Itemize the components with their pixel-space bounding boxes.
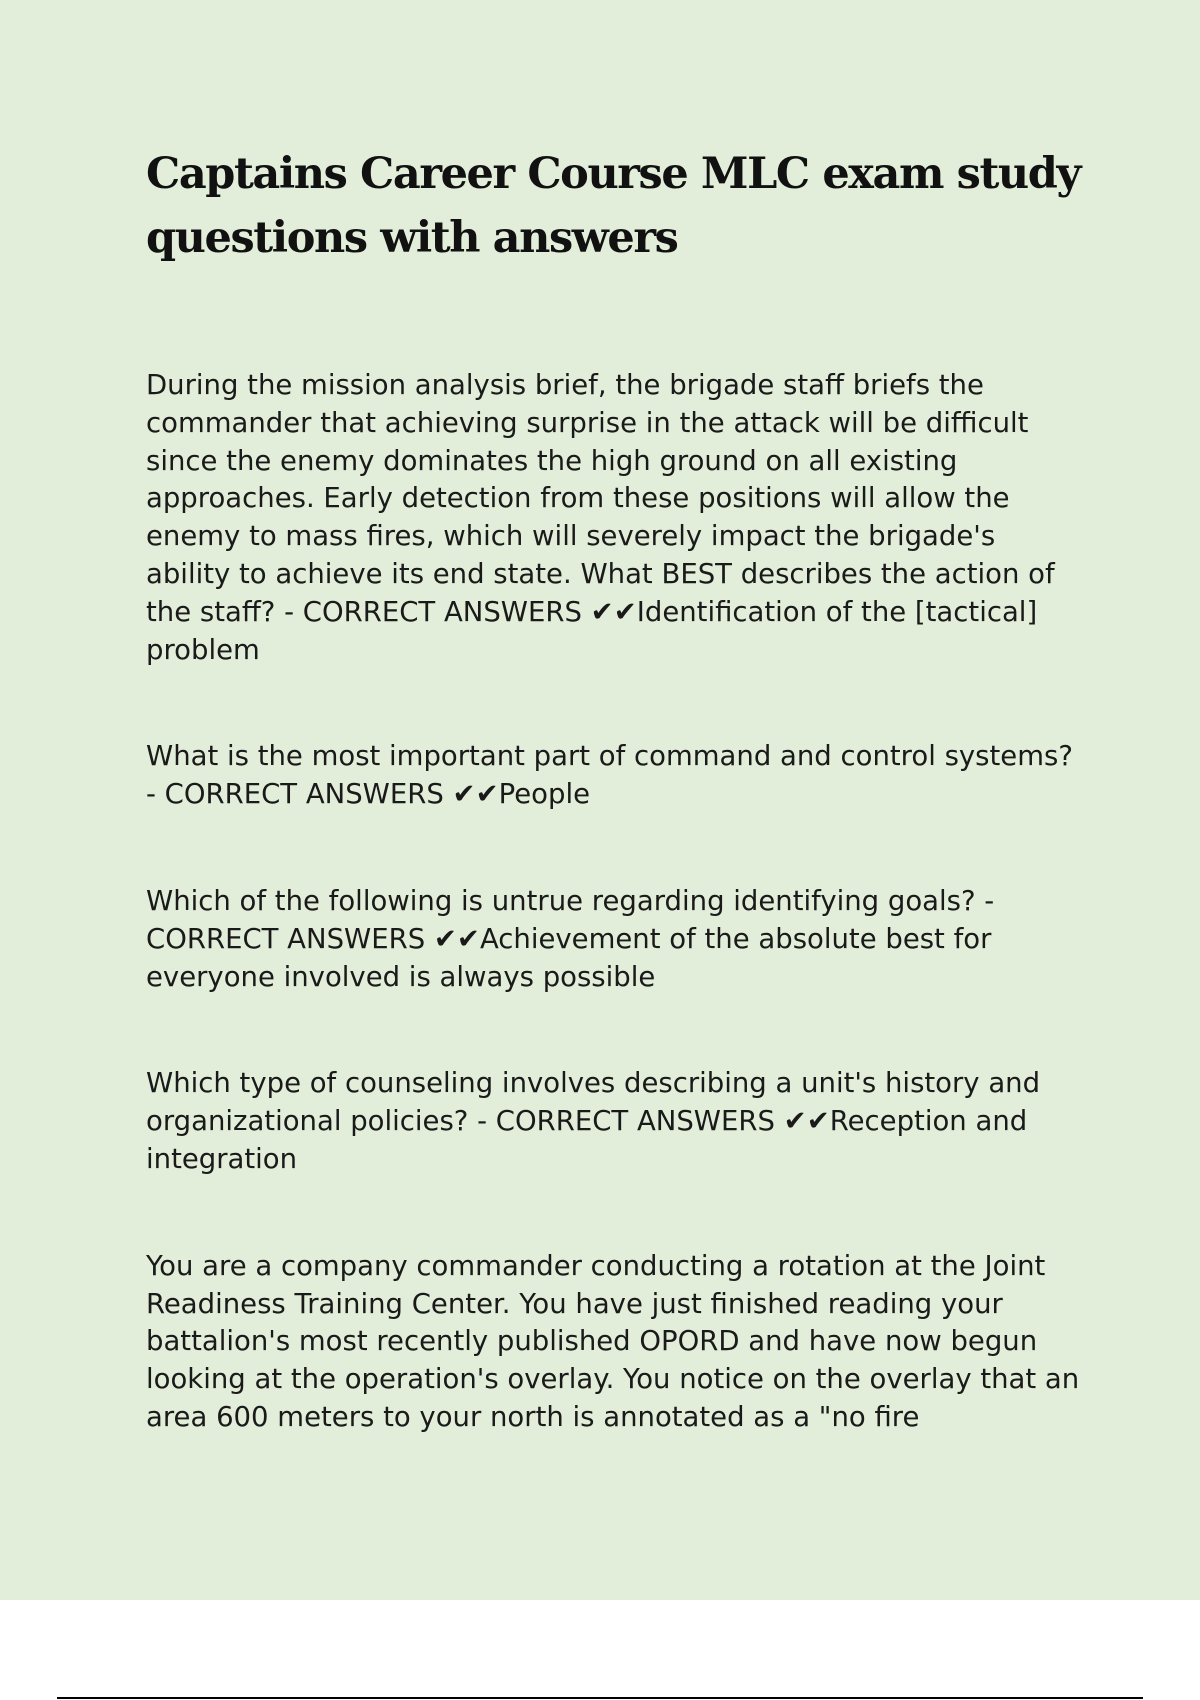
footer-rule <box>57 1697 1143 1699</box>
question-answer-1: During the mission analysis brief, the brigade staff briefs the commander that achieving surprise in the attack will be difficult since the enemy dominates the high ground on all existing approaches. Early detection from these positions will allow the enemy to mass fires, which will severely impact the brigade's ability to achieve its end state. What BEST describes the action of the staff? - CORRECT ANSWERS ✔✔Identification of the [tactical] problem <box>146 369 1055 666</box>
question-list <box>146 367 1086 1437</box>
document-title: Captains Career Course MLC exam study questions with answers <box>146 149 1081 263</box>
question-answer-2: What is the most important part of command and control systems? - CORRECT ANSWERS ✔✔People <box>146 740 1073 811</box>
question-answer-3: Which of the following is untrue regarding identifying goals? - CORRECT ANSWERS ✔✔Achievement of the absolute best for everyone involved is always possible <box>146 884 995 993</box>
question-answer-4: Which type of counseling involves describing a unit's history and organizational policies? - CORRECT ANSWERS ✔✔Reception and integration <box>146 1067 1041 1175</box>
question-answer-5: You are a company commander conducting a rotation at the Joint Readiness Training Center. You have just finished reading your battalion's most recently published OPORD and have now begun looking at the operation's overlay. You notice on the overlay that an area 600 meters to your north is annotated as a "no fire <box>146 1249 1080 1433</box>
